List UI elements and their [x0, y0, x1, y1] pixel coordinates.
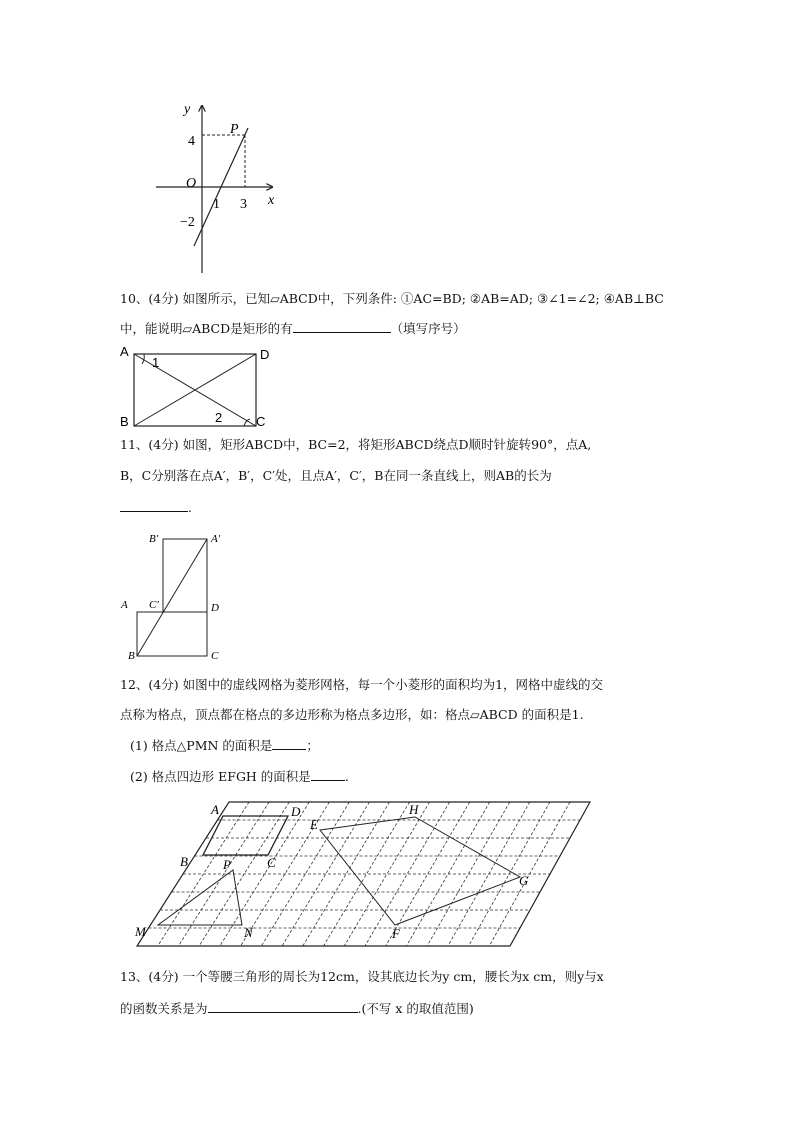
tick-3: 3: [240, 197, 247, 212]
point-p-label: P: [230, 122, 239, 137]
question-13-line-1: 13、(4分) 一个等腰三角形的周长为12cm，设其底边长为y cm，腰长为x cm，则y与x: [120, 969, 604, 984]
q12-sub2-post: .: [344, 769, 349, 784]
tick-neg2: −2: [180, 215, 195, 230]
label-d: D: [291, 804, 301, 819]
line-b-to-a-prime: [137, 539, 207, 656]
label-b-prime: B′: [149, 533, 159, 545]
q10-hint: （填写序号）: [390, 321, 466, 336]
answer-blank-q10[interactable]: [293, 320, 391, 333]
x-axis-label: x: [268, 193, 275, 208]
q12-sub2-text: (2) 格点四边形 EFGH 的面积是: [130, 769, 311, 784]
answer-blank-q12-2[interactable]: [311, 768, 345, 781]
answer-blank-q13[interactable]: [208, 1000, 358, 1013]
label-e: E: [310, 817, 318, 832]
question-11-line-3: [120, 499, 192, 517]
label-f: F: [392, 926, 400, 941]
question-11-line-2: B，C分别落在点A′，B′，C′处，且点A′，C′，B在同一条直线上，则AB的长为: [120, 468, 552, 483]
label-b: B: [120, 414, 129, 429]
tick-4: 4: [188, 134, 195, 149]
question-10-line-2: [120, 320, 466, 338]
label-angle-1: 1: [152, 355, 160, 370]
label-d: D: [260, 347, 270, 362]
q13-text: 的函数关系是为: [120, 1001, 208, 1016]
label-a: A: [211, 802, 219, 817]
question-12-sub-1: [130, 737, 319, 755]
question-11-line-1: 11、(4分) 如图，矩形ABCD中，BC=2，将矩形ABCD绕点D顺时针旋转90°，点A,: [120, 437, 592, 452]
label-b: B: [180, 854, 188, 869]
tick-1: 1: [213, 197, 220, 212]
label-c: C: [267, 855, 276, 870]
label-c-prime: C′: [149, 599, 159, 611]
answer-blank-q11[interactable]: [120, 499, 188, 512]
origin-label: O: [186, 176, 197, 191]
label-a: A: [120, 344, 129, 359]
original-rectangle: [137, 612, 207, 656]
label-n: N: [244, 925, 253, 940]
question-13-line-2: [120, 1000, 474, 1018]
grid-slanted-line: [344, 802, 429, 946]
label-m: M: [135, 924, 146, 939]
label-b: B: [128, 650, 135, 662]
q10-text: 中，能说明▱ABCD是矩形的有: [120, 321, 293, 336]
parallelogram-figure-q10: [112, 342, 282, 432]
label-d: D: [211, 602, 219, 614]
q12-sub1-post: ；: [306, 738, 319, 753]
y-axis-label: y: [184, 102, 191, 117]
coordinate-graph-figure: [150, 98, 290, 278]
rotation-figure-q11: [115, 528, 235, 663]
grid-slanted-line: [365, 802, 450, 946]
q11-period: .: [188, 500, 192, 515]
question-10-line-1: 10、(4分) 如图所示，已知▱ABCD中，下列条件: ①AC=BD; ②AB=AD; ③∠1=∠2; ④AB⊥BC: [120, 291, 664, 306]
label-a: A: [121, 599, 128, 611]
label-c: C: [211, 650, 219, 662]
question-12-line-1: 12、(4分) 如图中的虚线网格为菱形网格，每一个小菱形的面积均为1，网格中虚线的交: [120, 677, 604, 692]
label-g: G: [519, 873, 529, 888]
grid-slanted-line: [489, 802, 570, 946]
q12-sub1-text: (1) 格点△PMN 的面积是: [130, 738, 273, 753]
question-12-sub-2: [130, 768, 349, 786]
label-a-prime: A′: [211, 533, 221, 545]
label-p: P: [223, 857, 231, 872]
label-c: C: [256, 414, 266, 429]
answer-blank-q12-1[interactable]: [272, 737, 306, 750]
question-12-line-2: 点称为格点，顶点都在格点的多边形称为格点多边形，如：格点▱ABCD 的面积是1.: [120, 707, 584, 722]
rhombus-grid-figure-q12: [125, 795, 595, 955]
q13-post: .(不写 x 的取值范围): [357, 1001, 474, 1016]
label-angle-2: 2: [215, 410, 223, 425]
label-h: H: [409, 802, 419, 817]
